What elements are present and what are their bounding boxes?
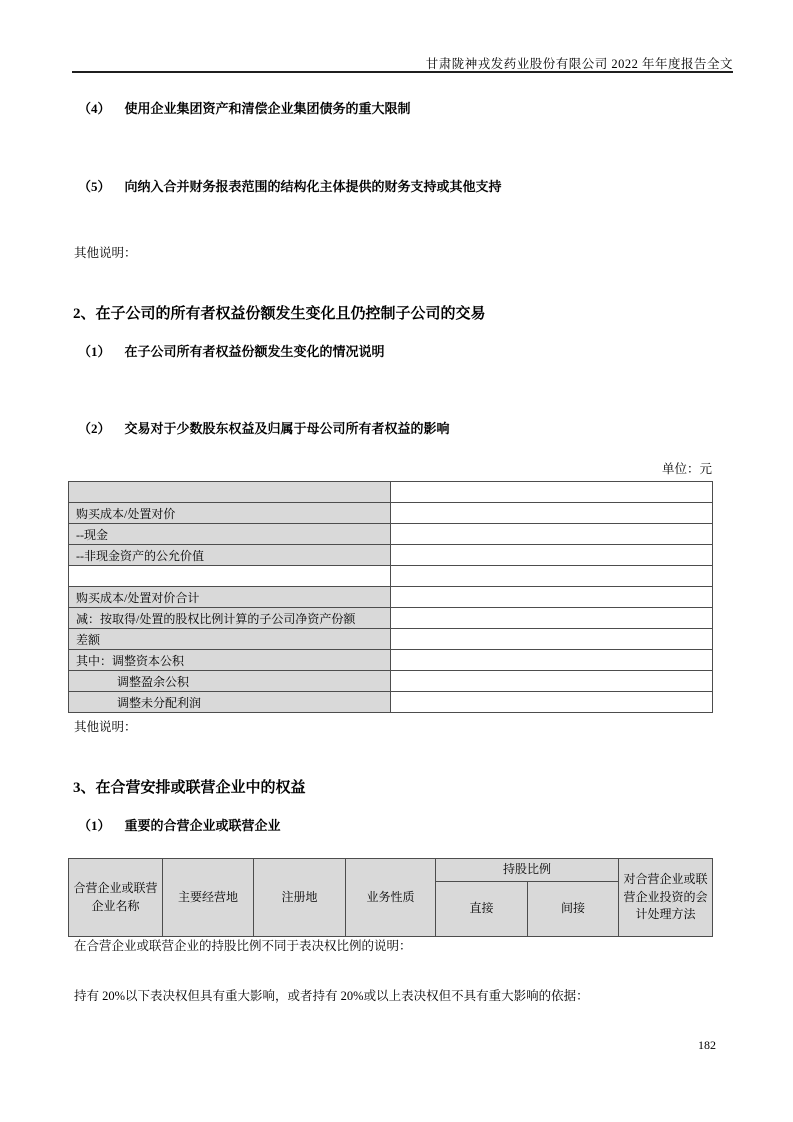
heading-section-2: 2、在子公司的所有者权益份额发生变化且仍控制子公司的交易 [73, 306, 486, 322]
table-row [69, 671, 713, 692]
col-header-registration-place: 注册地 [254, 859, 346, 937]
table-row [69, 629, 713, 650]
heading-item4-title: 使用企业集团资产和清偿企业集团债务的重大限制 [124, 101, 411, 116]
col-header-business-nature: 业务性质 [346, 859, 436, 937]
col-header-direct: 直接 [436, 882, 528, 937]
heading-item4 [78, 98, 411, 117]
col-header-place-of-business: 主要经营地 [163, 859, 254, 937]
row-label [69, 482, 391, 503]
table-row [69, 503, 713, 524]
row-value [391, 692, 713, 713]
row-value [391, 629, 713, 650]
header-rule [72, 71, 733, 73]
row-label: 购买成本/处置对价 [69, 503, 391, 524]
table-row [69, 545, 713, 566]
row-label: --非现金资产的公允价值 [69, 545, 391, 566]
heading-item5-number: （5） [78, 179, 111, 194]
row-value [391, 545, 713, 566]
other-note-2: 其他说明： [74, 720, 137, 734]
row-value [391, 524, 713, 545]
table-row [69, 692, 713, 713]
table-row [69, 566, 713, 587]
heading-3-1 [78, 815, 281, 834]
row-value [391, 671, 713, 692]
table-row [69, 482, 713, 503]
table-header-row [69, 859, 713, 882]
heading-3-1-title: 重要的合营企业或联营企业 [124, 818, 281, 833]
table-row [69, 608, 713, 629]
row-label: 差额 [69, 629, 391, 650]
heading-3-1-number: （1） [78, 818, 111, 833]
col-header-accounting-method: 对合营企业或联营企业投资的会计处理方法 [619, 859, 713, 937]
heading-item4-number: （4） [78, 101, 111, 116]
voting-ratio-note: 在合营企业或联营企业的持股比例不同于表决权比例的说明： [74, 939, 412, 953]
heading-section-3: 3、在合营安排或联营企业中的权益 [73, 780, 306, 796]
heading-2-2 [78, 418, 450, 437]
unit-label: 单位：元 [661, 462, 712, 476]
heading-item5 [78, 176, 502, 195]
row-value [391, 587, 713, 608]
col-header-shareholding-ratio: 持股比例 [436, 859, 619, 882]
row-value [391, 482, 713, 503]
row-label: 购买成本/处置对价合计 [69, 587, 391, 608]
significant-influence-note: 持有 20%以下表决权但具有重大影响，或者持有 20%或以上表决权但不具有重大影响的依据： [74, 989, 589, 1003]
table-row [69, 650, 713, 671]
row-value [391, 503, 713, 524]
row-label: 调整未分配利润 [69, 692, 391, 713]
joint-venture-table [68, 858, 713, 937]
row-value [391, 566, 713, 587]
heading-2-2-title: 交易对于少数股东权益及归属于母公司所有者权益的影响 [124, 421, 450, 436]
table-row [69, 587, 713, 608]
equity-change-table [68, 481, 713, 713]
col-header-venture-name: 合营企业或联营企业名称 [69, 859, 163, 937]
row-label: 其中：调整资本公积 [69, 650, 391, 671]
heading-2-1-title: 在子公司所有者权益份额发生变化的情况说明 [124, 344, 385, 359]
row-value [391, 650, 713, 671]
other-note-1: 其他说明： [74, 246, 137, 260]
page-number: 182 [698, 1038, 716, 1052]
page-header-title: 甘肃陇神戎发药业股份有限公司 2022 年年度报告全文 [425, 57, 733, 71]
row-label: --现金 [69, 524, 391, 545]
row-label [69, 566, 391, 587]
table-row [69, 524, 713, 545]
row-label: 减：按取得/处置的股权比例计算的子公司净资产份额 [69, 608, 391, 629]
heading-2-1-number: （1） [78, 344, 111, 359]
heading-item5-title: 向纳入合并财务报表范围的结构化主体提供的财务支持或其他支持 [124, 179, 502, 194]
heading-2-2-number: （2） [78, 421, 111, 436]
row-value [391, 608, 713, 629]
row-label: 调整盈余公积 [69, 671, 391, 692]
col-header-indirect: 间接 [528, 882, 619, 937]
heading-2-1 [78, 341, 385, 360]
